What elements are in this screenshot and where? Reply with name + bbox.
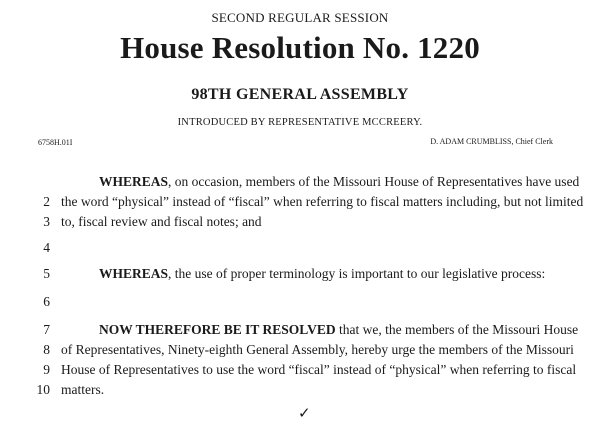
session-label: SECOND REGULAR SESSION: [211, 10, 389, 25]
line-number: 7: [43, 322, 50, 337]
resolution-line: [0, 294, 600, 314]
line-text: House of Representatives to use the word “fiscal” instead of “physical” when referring to fiscal: [61, 362, 577, 377]
resolution-line: [0, 174, 600, 194]
resolution-line: [0, 214, 600, 234]
resolution-line: [0, 342, 600, 362]
line-number: 3: [43, 214, 50, 229]
line-number: 5: [43, 266, 50, 281]
line-text: matters.: [61, 382, 105, 397]
line-number: 2: [43, 194, 50, 209]
line-number: 9: [43, 362, 50, 377]
resolution-line: [0, 362, 600, 382]
line-body: that we, the members of the Missouri House: [335, 322, 579, 337]
line-text: the word “physical” instead of “fiscal” when referring to fiscal matters including, but not limited: [61, 194, 584, 209]
line-text: [99, 174, 580, 190]
line-text: of Representatives, Ninety-eighth General Assembly, hereby urge the members of the Missouri: [61, 342, 574, 357]
line-body: , the use of proper terminology is important to our legislative process:: [168, 266, 546, 281]
line-text: [99, 322, 579, 338]
introduced-by: INTRODUCED BY REPRESENTATIVE MCCREERY.: [177, 117, 423, 128]
checkmark-icon: ✓: [298, 406, 311, 422]
line-number: 10: [36, 382, 50, 397]
line-number: 6: [43, 294, 50, 309]
line-lead: WHEREAS: [99, 266, 169, 281]
assembly-label: 98TH GENERAL ASSEMBLY: [191, 86, 409, 103]
resolution-title: House Resolution No. 1220: [120, 30, 480, 65]
resolution-line: [0, 322, 600, 342]
resolution-line: [0, 194, 600, 214]
line-text: to, fiscal review and fiscal notes; and: [61, 214, 262, 229]
resolution-line: [0, 240, 600, 260]
chief-clerk: D. ADAM CRUMBLISS, Chief Clerk: [430, 137, 553, 146]
line-lead: NOW THEREFORE BE IT RESOLVED: [99, 322, 336, 337]
resolution-line: [0, 266, 600, 286]
line-body: , on occasion, members of the Missouri House of Representatives have used: [168, 174, 580, 189]
line-lead: WHEREAS: [99, 174, 169, 189]
resolution-line: [0, 382, 600, 402]
line-number: 8: [43, 342, 50, 357]
document-code: 6758H.01I: [38, 138, 73, 147]
line-text: [99, 266, 571, 282]
line-number: 4: [43, 240, 50, 255]
